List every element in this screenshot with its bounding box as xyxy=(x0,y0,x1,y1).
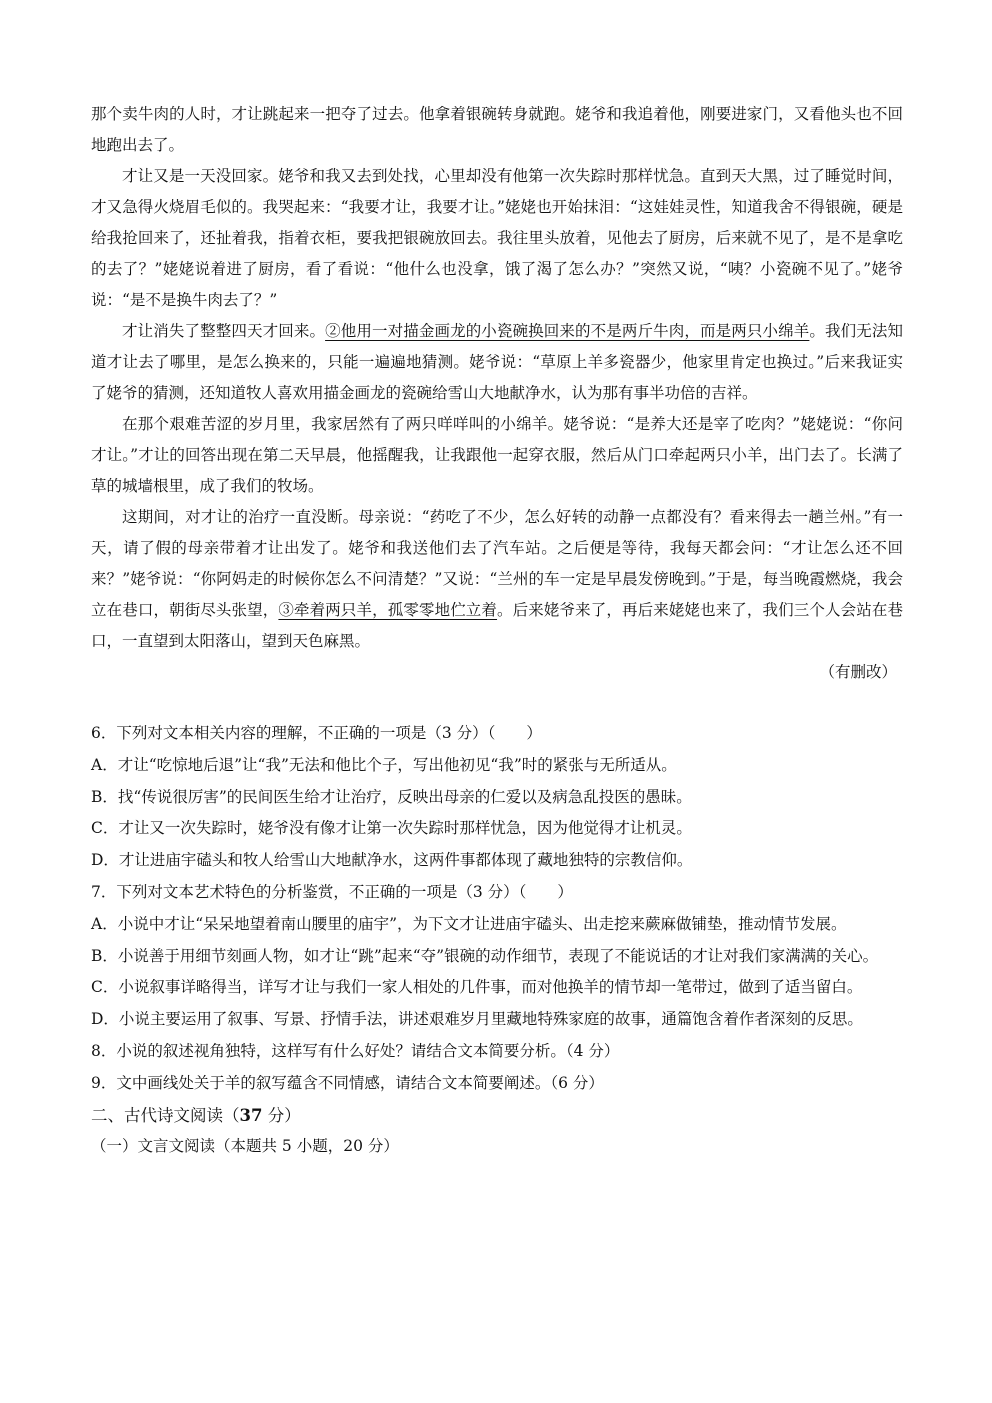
passage-text: 这期间，对才让的治疗一直没断。母亲说：“药吃了不少，怎么好转的动静一点都没有？看来得去一趟兰州。”有一天，请了假的母亲带着才让出发了。姥爷和我送他们去了汽车站。之后便是等待，我每天都会问：“才让怎么还不回来？”姥爷说：“你阿妈走的时候你怎么不问清楚？”又说：“兰州的车一定是早晨发傍晚到。”于是，每当晚霞燃烧，我会立在巷口，朝街尽头张望， xyxy=(91,508,903,619)
subsection-title: （一）文言文阅读（本题共 5 小题，20 分） xyxy=(91,1136,399,1155)
question-6-option-b: B．找“传说很厉害”的民间医生给才让治疗，反映出母亲的仁爱以及病急乱投医的愚昧。 xyxy=(91,787,692,806)
question-7-option-b: B．小说善于用细节刻画人物，如才让“跳”起来“夺”银碗的动作细节，表现了不能说话的才让对我们家满满的关心。 xyxy=(91,946,879,965)
passage-paragraph xyxy=(91,316,903,409)
passage-text: 才让消失了整整四天才回来。 xyxy=(122,322,326,340)
passage-paragraph: 在那个艰难苦涩的岁月里，我家居然有了两只咩咩叫的小绵羊。姥爷说：“是养大还是宰了吃肉？”姥姥说：“你问才让。”才让的回答出现在第二天早晨，他摇醒我，让我跟他一起穿衣服，然后从门口牵起两只小羊，出门去了。长满了草的城墙根里，成了我们的牧场。 xyxy=(91,415,903,495)
edit-note: （有删改） xyxy=(819,663,897,681)
question-7-option-a: A．小说中才让“呆呆地望着南山腰里的庙宇”，为下文才让进庙宇磕头、出走挖来蕨麻做铺垫，推动情节发展。 xyxy=(91,914,847,933)
passage-text: 。我们无法知道才让去了哪里，是怎么换来的，只能一遍遍地猜测。姥爷说：“草原上羊多瓷器少，他家里肯定也换过。”后来我证实了姥爷的猜测，还知道牧人喜欢用描金画龙的瓷碗给雪山大地献净水，认为那有事半功倍的吉祥。 xyxy=(91,322,903,402)
question-6-option-c: C．才让又一次失踪时，姥爷没有像才让第一次失踪时那样忧急，因为他觉得才让机灵。 xyxy=(91,819,692,838)
question-6-option-a: A．才让“吃惊地后退”让“我”无法和他比个子，写出他初见“我”时的紧张与无所适从。 xyxy=(91,755,677,774)
question-9: 9．文中画线处关于羊的叙写蕴含不同情感，请结合文本简要阐述。（6 分） xyxy=(91,1073,604,1092)
question-8: 8．小说的叙述视角独特，这样写有什么好处？请结合文本简要分析。（4 分） xyxy=(91,1041,620,1060)
question-6: 6．下列对文本相关内容的理解，不正确的一项是（3 分）（ ） xyxy=(91,724,542,742)
section-title-text: 二、古代诗文阅读（ xyxy=(91,1105,240,1125)
question-7-option-d: D．小说主要运用了叙事、写景、抒情手法，讲述艰难岁月里藏地特殊家庭的故事，通篇饱含着作者深刻的反思。 xyxy=(91,1010,863,1029)
passage-paragraph: 才让又是一天没回家。姥爷和我又去到处找，心里却没有他第一次失踪时那样忧急。直到天大黑，过了睡觉时间，才又急得火烧眉毛似的。我哭起来：“我要才让，我要才让。”姥姥也开始抹泪：“这娃娃灵性，知道我舍不得银碗，硬是给我抢回来了，还扯着我，指着衣柜，要我把银碗放回去。我往里头放着，见他去了厨房，后来就不见了，是不是拿吃的去了？”姥姥说着进了厨房，看了看说：“他什么也没拿，饿了渴了怎么办？”突然又说，“咦？小瓷碗不见了。”姥爷说：“是不是换牛肉去了？” xyxy=(91,167,903,309)
passage-paragraph: 那个卖牛肉的人时，才让跳起来一把夺了过去。他拿着银碗转身就跑。姥爷和我追着他，刚要进家门，又看他头也不回地跑出去了。 xyxy=(91,105,903,154)
underlined-sentence-2: ②他用一对描金画龙的小瓷碗换回来的不是两斤牛肉，而是两只小绵羊 xyxy=(325,322,810,340)
section-score: 37 xyxy=(239,1105,263,1125)
reading-passage xyxy=(91,99,903,688)
passage-paragraph xyxy=(91,502,903,657)
question-7-option-c: C．小说叙事详略得当，详写才让与我们一家人相处的几件事，而对他换羊的情节却一笔带过，做到了适当留白。 xyxy=(91,978,863,997)
passage-text: 。后来姥爷来了，再后来姥姥也来了，我们三个人会站在巷口，一直望到太阳落山，望到天色麻黑。 xyxy=(91,601,903,650)
question-7: 7．下列对文本艺术特色的分析鉴赏，不正确的一项是（3 分）（ ） xyxy=(91,882,573,901)
section-title xyxy=(91,1100,903,1131)
underlined-sentence-3: ③牵着两只羊，孤零零地伫立着 xyxy=(278,601,498,619)
questions-block xyxy=(91,718,903,1162)
section-title-text: 分） xyxy=(262,1105,301,1125)
question-6-option-d: D．才让进庙宇磕头和牧人给雪山大地献净水，这两件事都体现了藏地独特的宗教信仰。 xyxy=(91,851,693,870)
